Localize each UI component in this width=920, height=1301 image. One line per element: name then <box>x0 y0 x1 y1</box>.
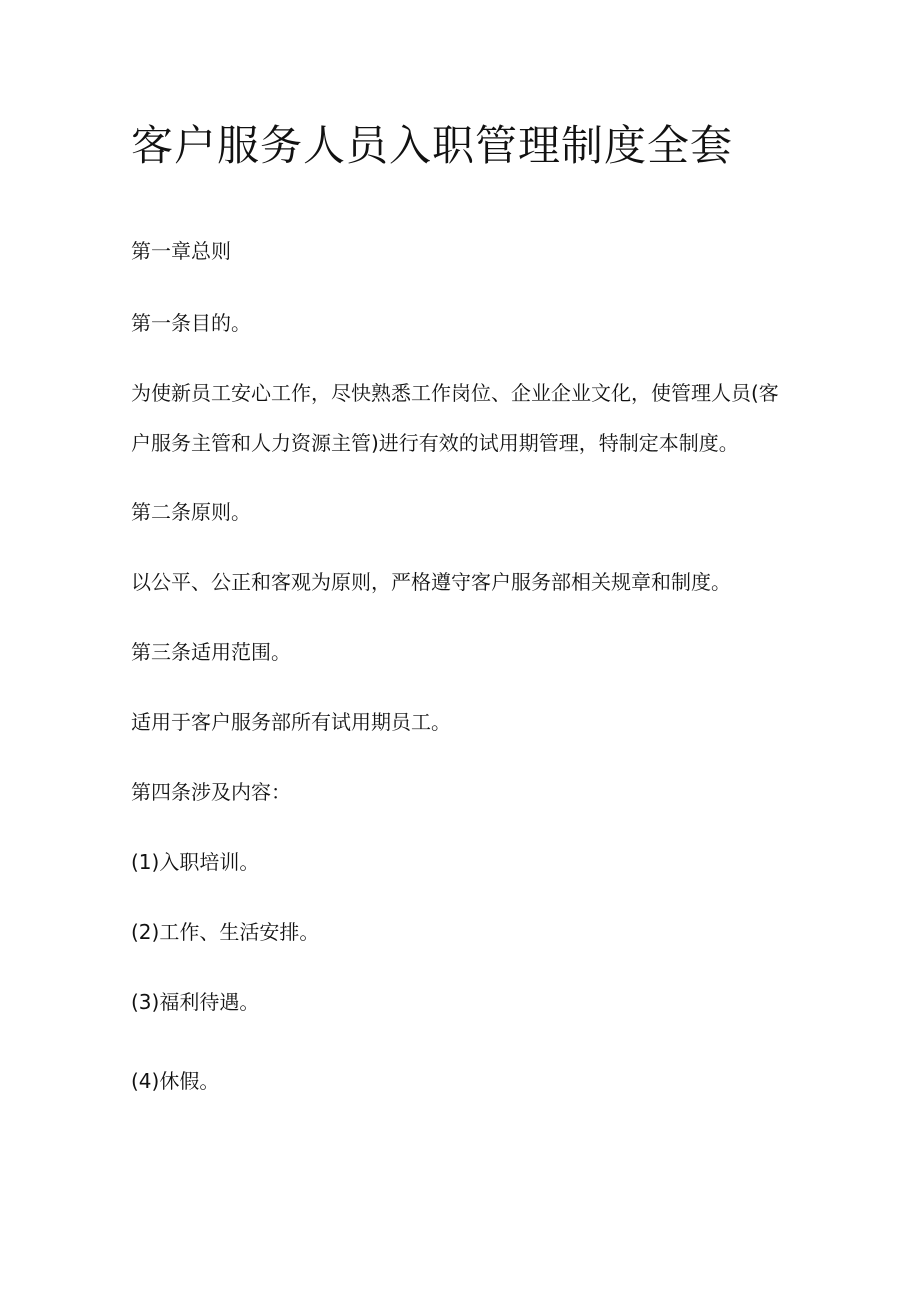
list-item: (4)休假。 <box>131 1069 220 1093</box>
article-1-body <box>131 368 791 468</box>
article-2-body: 以公平、公正和客观为原则，严格遵守客户服务部相关规章和制度。 <box>131 570 731 594</box>
list-item: (3)福利待遇。 <box>131 990 260 1014</box>
article-3-heading: 第三条适用范围。 <box>131 640 291 664</box>
article-1-heading: 第一条目的。 <box>131 311 251 335</box>
article-1-body-line-1: 为使新员工安心工作，尽快熟悉工作岗位、企业企业文化，使管理人员(客 <box>131 381 779 405</box>
article-1-body-line-2: 户服务主管和人力资源主管)进行有效的试用期管理，特制定本制度。 <box>131 431 739 455</box>
article-2-heading: 第二条原则。 <box>131 500 251 524</box>
chapter-heading: 第一章总则 <box>131 239 231 263</box>
document-title: 客户服务人员入职管理制度全套 <box>131 121 734 170</box>
list-item: (1)入职培训。 <box>131 850 260 874</box>
article-4-heading: 第四条涉及内容： <box>131 780 291 804</box>
article-3-body: 适用于客户服务部所有试用期员工。 <box>131 710 451 734</box>
list-item: (2)工作、生活安排。 <box>131 920 320 944</box>
